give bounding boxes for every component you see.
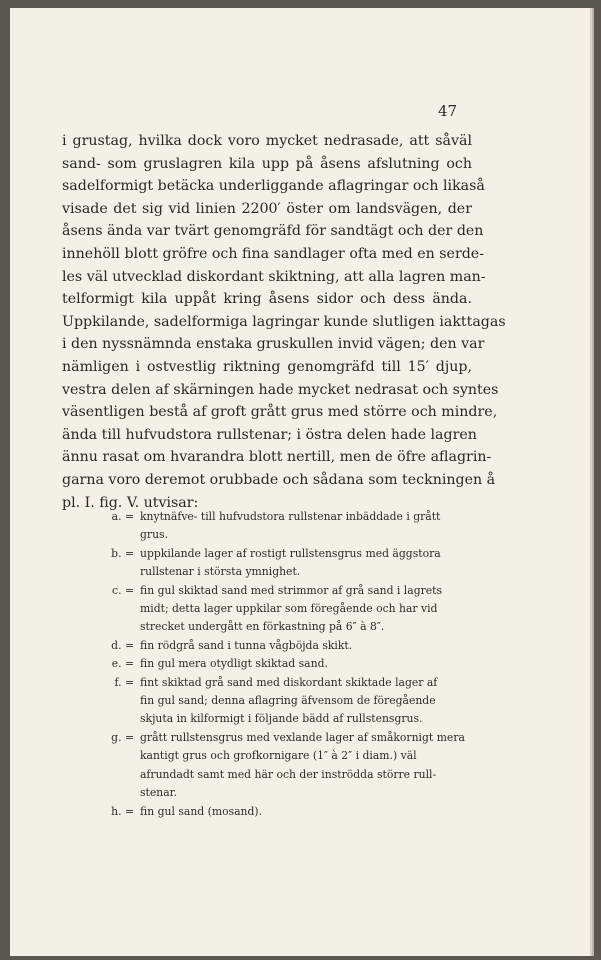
- paragraph-line: i grustag, hvilka dock voro mycket nedrasade, att såväl: [62, 133, 472, 149]
- legend-key: h. =: [111, 804, 134, 818]
- legend-line: kantigt grus och grofkornigare (1″ à 2″ i diam.) väl: [140, 749, 417, 763]
- paragraph-line: telformigt kila uppåt kring åsens sidor och dess ända.: [62, 291, 472, 308]
- legend-line: midt; detta lager uppkilar som föregående och har vid: [140, 602, 438, 616]
- paragraph-line: väsentligen bestå af groft grått grus med större och mindre,: [62, 404, 498, 421]
- paragraph-line: garna voro deremot orubbade och sådana som teckningen å: [62, 471, 496, 488]
- legend-entry: [62, 508, 472, 545]
- legend-entry: [62, 674, 472, 729]
- legend-description: [140, 674, 472, 729]
- legend-line: strecket undergått en förkastning på 6″ à 8″.: [140, 620, 385, 634]
- legend-line: grus.: [140, 528, 168, 542]
- paragraph-line: sadelformigt betäcka underliggande aflagringar och likaså: [62, 178, 485, 195]
- legend-line: fin gul sand; denna aflagring äfvensom de föregående: [140, 694, 436, 708]
- legend-line: fint skiktad grå sand med diskordant skiktade lager af: [140, 675, 438, 689]
- paragraph-line: innehöll blott gröfre och fina sandlager ofta med en serde-: [62, 245, 484, 262]
- figure-legend: [62, 508, 472, 821]
- legend-line: fin rödgrå sand i tunna vågböjda skikt.: [140, 638, 353, 652]
- paragraph-line: i den nyssnämnda enstaka gruskullen invid vägen; den var: [62, 336, 485, 353]
- legend-line: rullstenar i största ymnighet.: [140, 565, 301, 579]
- legend-line: fin gul skiktad sand med strimmor af grå sand i lagrets: [140, 583, 443, 597]
- paragraph-line: vestra delen af skärningen hade mycket nedrasat och syntes: [62, 381, 499, 398]
- legend-line: skjuta in kilformigt i följande bädd af rullstensgrus.: [140, 712, 423, 726]
- legend-entry: [62, 545, 472, 582]
- paragraph-line: visade det sig vid linien 2200′ öster om landsvägen, der: [62, 200, 472, 217]
- legend-description: [140, 729, 472, 803]
- legend-key: f. =: [114, 675, 134, 689]
- page-number: 47: [438, 102, 458, 120]
- legend-description: [140, 655, 472, 673]
- legend-line: knytnäfve- till hufvudstora rullstenar inbäddade i grått: [140, 510, 441, 523]
- legend-line: grått rullstensgrus med vexlande lager af småkornigt mera: [140, 730, 465, 744]
- legend-entry: [62, 637, 472, 655]
- legend-entry: [62, 582, 472, 637]
- legend-description: [140, 508, 472, 545]
- legend-description: [140, 582, 472, 637]
- legend-entry: [62, 655, 472, 673]
- legend-key: a. =: [111, 510, 134, 523]
- paragraph-line: ända till hufvudstora rullstenar; i östra delen hade lagren: [62, 426, 477, 443]
- paragraph-line: åsens ända var tvärt genomgräfd för sandtägt och der den: [62, 223, 484, 240]
- paragraph-line: pl. I. fig. V. utvisar:: [62, 494, 199, 511]
- paragraph-line: ännu rasat om hvarandra blott nertill, men de öfre aflagrin-: [62, 449, 492, 466]
- legend-description: [140, 637, 472, 655]
- legend-key: d. =: [111, 638, 134, 652]
- legend-line: fin gul mera otydligt skiktad sand.: [140, 657, 328, 671]
- legend-key: b. =: [111, 546, 134, 560]
- legend-key: e. =: [111, 657, 134, 671]
- paragraph-line: les väl utvecklad diskordant skiktning, att alla lagren man-: [62, 268, 486, 285]
- legend-line: stenar.: [140, 786, 178, 800]
- paragraph-line: Uppkilande, sadelformiga lagringar kunde slutligen iakttagas: [62, 313, 506, 330]
- legend-line: fin gul sand (mosand).: [140, 804, 263, 818]
- legend-line: uppkilande lager af rostigt rullstensgrus med äggstora: [140, 546, 441, 560]
- legend-entry: [62, 803, 472, 821]
- paragraph-line: sand- som gruslagren kila upp på åsens afslutning och: [62, 155, 472, 172]
- legend-key: c. =: [112, 583, 134, 597]
- paragraph-line: nämligen i ostvestlig riktning genomgräfd till 15′ djup,: [62, 358, 472, 375]
- legend-entry: [62, 729, 472, 803]
- legend-description: [140, 803, 472, 821]
- legend-line: afrundadt samt med här och der inströdda större rull-: [140, 767, 437, 781]
- legend-description: [140, 545, 472, 582]
- book-page: [10, 8, 590, 956]
- legend-key: g. =: [111, 730, 134, 744]
- paragraph: [62, 130, 506, 514]
